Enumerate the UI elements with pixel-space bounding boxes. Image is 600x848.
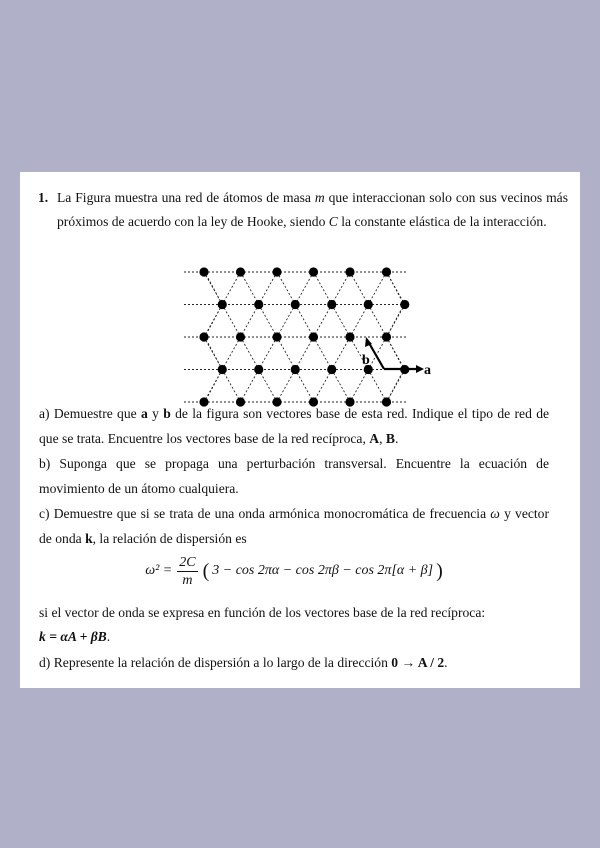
fraction-denominator: m bbox=[182, 572, 193, 588]
problem-intro bbox=[57, 186, 568, 234]
lattice-atom bbox=[345, 267, 354, 276]
problem-parts bbox=[39, 402, 549, 676]
part-a-text-2: y bbox=[147, 406, 164, 421]
lattice-atom bbox=[309, 267, 318, 276]
dispersion-equation bbox=[39, 554, 549, 600]
document-page bbox=[20, 172, 580, 688]
part-a-text-3: de la figura son vectores base de esta red. Indique el tipo de red de que se trata. Encuentre los vectores base de la red recíproca, bbox=[39, 406, 550, 446]
lattice-atom bbox=[218, 300, 227, 309]
part-c2-text: si el vector de onda se expresa en función de los vectores base de la red recíproca: bbox=[39, 604, 486, 620]
label-b: b bbox=[362, 353, 370, 368]
vector-a-arrowhead bbox=[416, 365, 424, 373]
close-paren: ) bbox=[436, 560, 443, 583]
lattice-atom bbox=[400, 300, 409, 309]
part-a-text-5: . bbox=[394, 430, 399, 446]
part-a-text-4: , bbox=[379, 430, 386, 446]
part-d-end: . bbox=[444, 654, 448, 670]
lattice-atom bbox=[254, 300, 263, 309]
vector-b-arrow bbox=[369, 343, 384, 369]
lattice-atom bbox=[327, 365, 336, 374]
open-paren: ( bbox=[202, 560, 210, 583]
equation-lhs: ω² = bbox=[145, 562, 173, 578]
part-b: b) Suponga que se propaga una perturbación transversal. Encuentre la ecuación de movimiento de un átomo cualquiera. bbox=[39, 456, 549, 496]
part-c-text-2: y vector de onda bbox=[39, 506, 549, 546]
wavevector-expression: k = αA + βB bbox=[39, 629, 107, 645]
equation-fraction bbox=[177, 554, 197, 589]
lattice-atom bbox=[254, 365, 263, 374]
lattice-atom bbox=[199, 332, 208, 341]
lattice-atom bbox=[364, 300, 373, 309]
lattice-atom bbox=[382, 332, 391, 341]
omega-symbol: ω bbox=[490, 506, 500, 522]
constant-symbol: C bbox=[328, 214, 338, 229]
part-c-text-1: c) Demuestre que si se trata de una onda armónica monocromática de frecuencia bbox=[39, 506, 491, 522]
vector-a-symbol: a bbox=[141, 406, 148, 421]
lattice-atom bbox=[218, 365, 227, 374]
equation-rhs: 3 − cos 2πα − cos 2πβ − cos 2π[α + β] bbox=[212, 562, 434, 578]
part-a-text-1: a) Demuestre que bbox=[39, 406, 141, 421]
lattice-atom bbox=[236, 267, 245, 276]
lattice-atom bbox=[309, 332, 318, 341]
lattice-atom bbox=[291, 300, 300, 309]
label-a: a bbox=[424, 363, 431, 378]
intro-text-3: la constante elástica de la interacción. bbox=[337, 214, 547, 229]
part-c bbox=[39, 502, 549, 551]
vector-b-symbol: b bbox=[163, 406, 171, 421]
lattice-atom bbox=[382, 267, 391, 276]
reciprocal-A-symbol: A bbox=[369, 430, 380, 446]
fraction-numerator: 2C bbox=[179, 554, 196, 570]
lattice-atom bbox=[291, 365, 300, 374]
intro-text-2: que interaccionan solo con sus vecinos más próximos de acuerdo con la ley de Hooke, siendo bbox=[57, 190, 569, 229]
part-d-text: d) Represente la relación de dispersión a lo largo de la dirección bbox=[39, 654, 392, 670]
mass-symbol: m bbox=[314, 190, 325, 205]
lattice-lines bbox=[184, 272, 408, 402]
lattice-atom bbox=[236, 332, 245, 341]
lattice-figure bbox=[180, 262, 430, 402]
reciprocal-B-symbol: B bbox=[385, 430, 395, 446]
lattice-atom bbox=[272, 267, 281, 276]
problem-number: 1. bbox=[38, 190, 49, 205]
lattice-atom bbox=[199, 267, 208, 276]
problem-1 bbox=[38, 186, 568, 234]
lattice-atom bbox=[327, 300, 336, 309]
lattice-atom bbox=[272, 332, 281, 341]
part-c-text-3: , la relación de dispersión es bbox=[92, 530, 247, 546]
part-c2-end: . bbox=[106, 629, 111, 645]
part-a bbox=[39, 402, 549, 451]
intro-text-1: La Figura muestra una red de átomos de masa bbox=[57, 190, 315, 205]
direction-expression: 0 → A / 2 bbox=[391, 654, 445, 670]
wavevector-symbol: k bbox=[85, 530, 93, 546]
lattice-atom bbox=[345, 332, 354, 341]
part-c-continued bbox=[39, 601, 549, 650]
part-d bbox=[39, 651, 549, 676]
